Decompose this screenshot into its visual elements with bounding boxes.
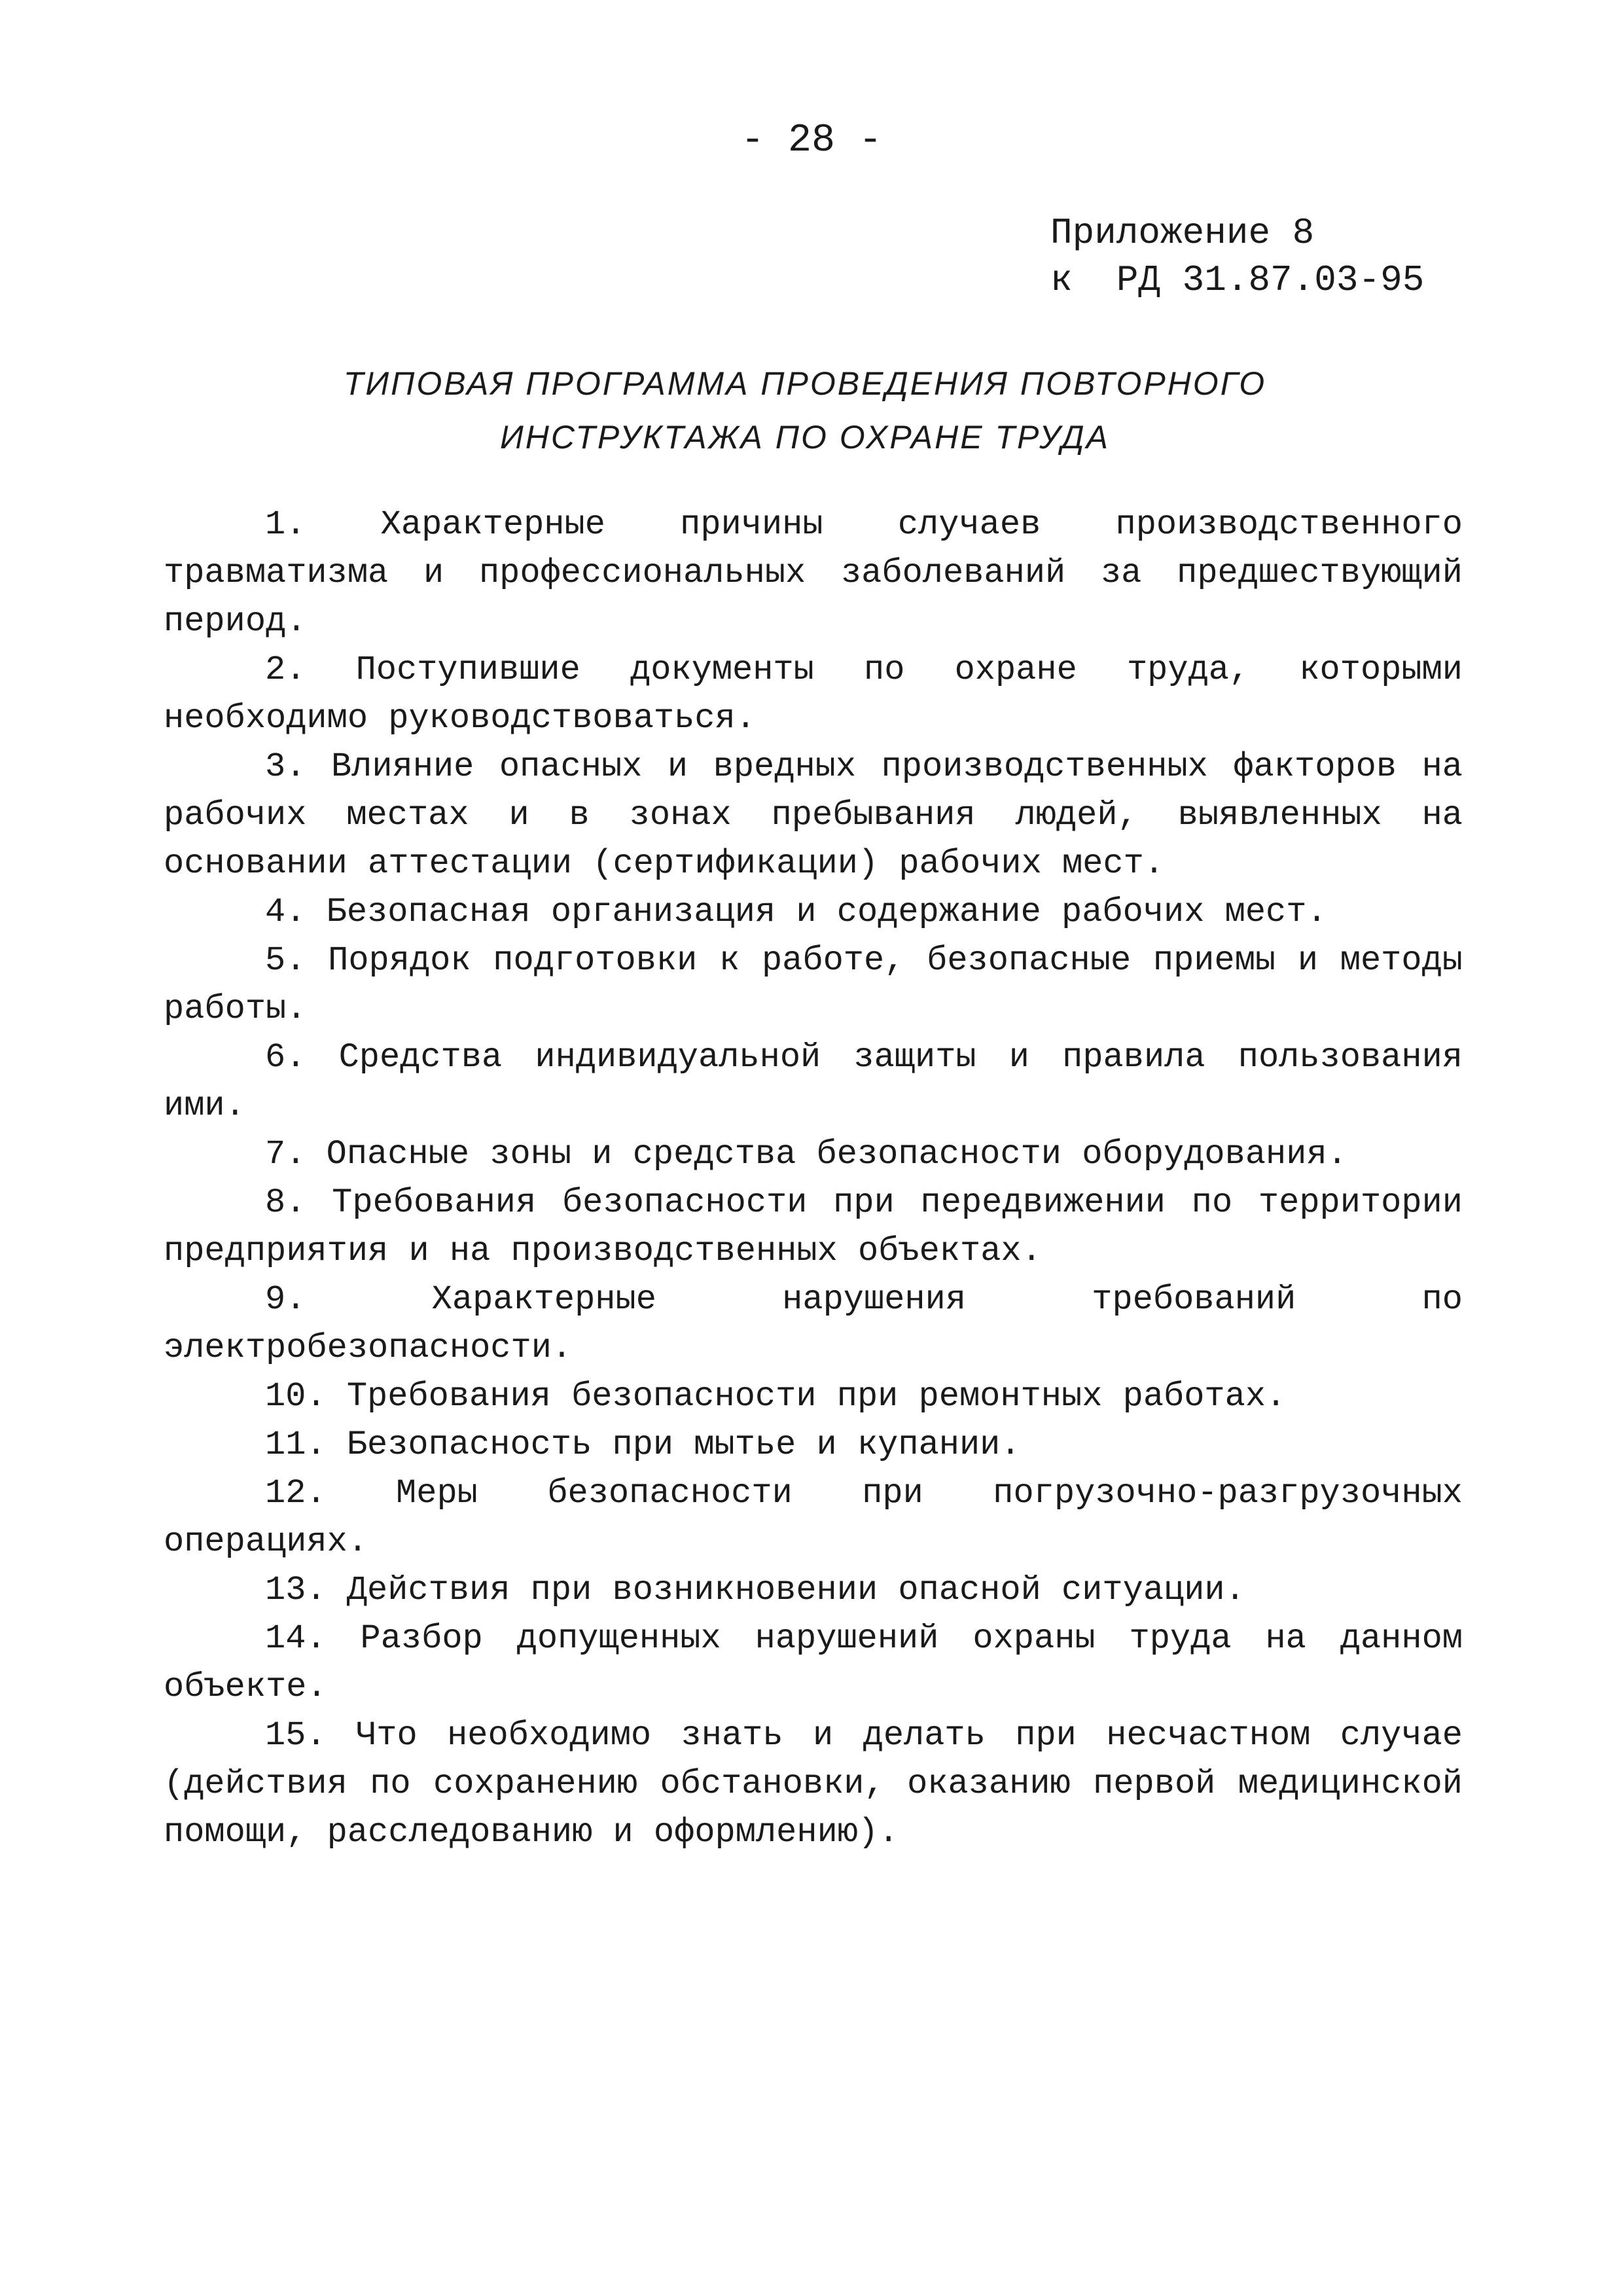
list-item: 14. Разбор допущенных нарушений охраны труда на данном объекте.	[164, 1619, 1463, 1706]
list-item: 11. Безопасность при мытье и купании.	[265, 1426, 1021, 1464]
list-item: 10. Требования безопасности при ремонтных работах.	[265, 1377, 1287, 1416]
title-line-2: ИНСТРУКТАЖА ПО ОХРАНЕ ТРУДА	[500, 419, 1110, 456]
list-item: 9. Характерные нарушения требований по электробезопасности.	[164, 1280, 1463, 1367]
program-items-list	[164, 501, 1463, 1857]
list-item: 7. Опасные зоны и средства безопасности оборудования.	[265, 1135, 1347, 1174]
appendix-label: Приложение 8	[1050, 212, 1315, 254]
appendix-document-code: к РД 31.87.03-95	[1050, 259, 1425, 301]
list-item: 8. Требования безопасности при передвижении по территории предприятия и на производственных объектах.	[164, 1183, 1463, 1270]
title-line-1: ТИПОВАЯ ПРОГРАММА ПРОВЕДЕНИЯ ПОВТОРНОГО	[343, 365, 1267, 402]
list-item: 15. Что необходимо знать и делать при несчастном случае (действия по сохранению обстановки, оказанию первой медицинской помощи, расследованию и оформлению).	[164, 1716, 1463, 1852]
list-item: 12. Меры безопасности при погрузочно-разгрузочных операциях.	[164, 1474, 1463, 1561]
list-item: 5. Порядок подготовки к работе, безопасные приемы и методы работы.	[164, 941, 1463, 1028]
document-title	[164, 357, 1446, 464]
list-item: 6. Средства индивидуальной защиты и правила пользования ими.	[164, 1038, 1463, 1125]
list-item: 2. Поступившие документы по охране труда, которыми необходимо руководствоваться.	[164, 651, 1463, 738]
list-item: 4. Безопасная организация и содержание рабочих мест.	[265, 893, 1327, 931]
appendix-reference	[1050, 209, 1424, 304]
list-item: 1. Характерные причины случаев производственного травматизма и профессиональных заболеваний за предшествующий период.	[164, 505, 1463, 641]
list-item: 13. Действия при возникновении опасной ситуации.	[265, 1571, 1245, 1609]
page-number: - 28 -	[740, 118, 883, 163]
list-item: 3. Влияние опасных и вредных производственных факторов на рабочих местах и в зонах пребывания людей, выявленных на основании аттестации (сертификации) рабочих мест.	[164, 747, 1463, 883]
